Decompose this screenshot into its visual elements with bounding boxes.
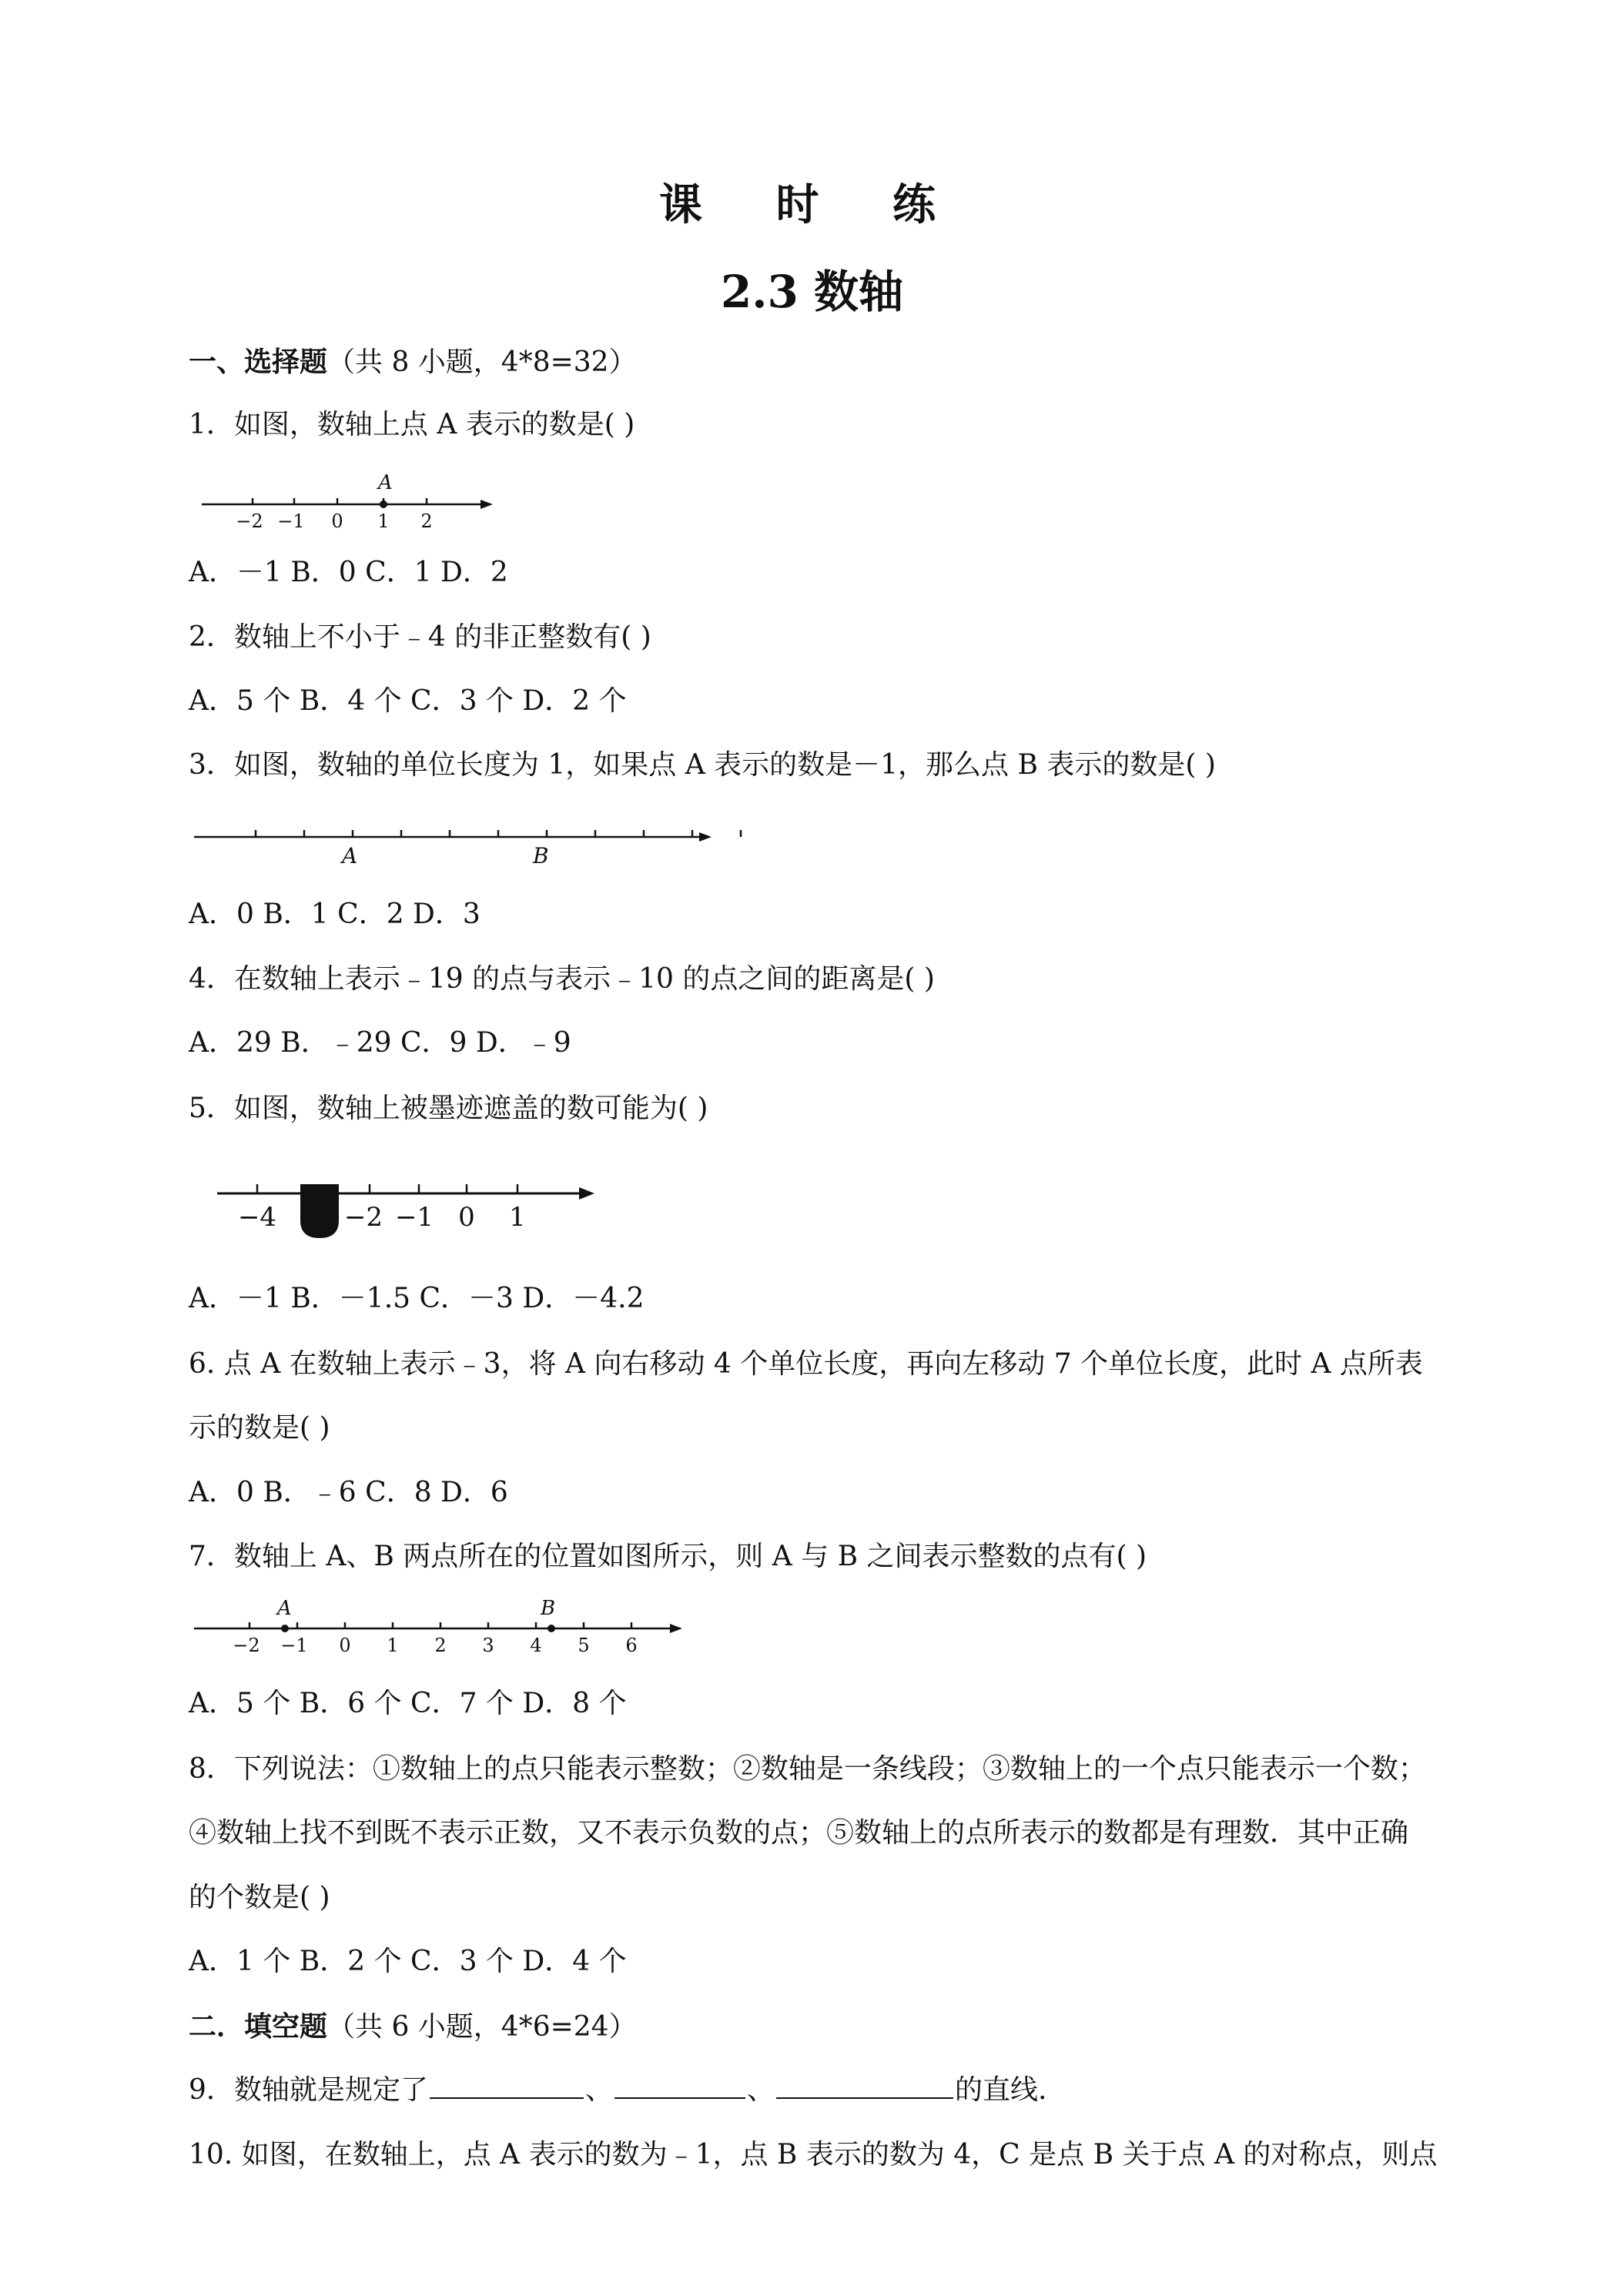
q5-tick-label: −4 [237,1202,277,1233]
q1-options: A．－1 B．0 C．1 D．2 [189,557,508,588]
q4-stem: 4．在数轴上表示﹣19 的点与表示﹣10 的点之间的距离是( ) [189,963,935,995]
q4-options: A．29 B．﹣29 C．9 D．﹣9 [189,1027,571,1059]
lesson-subtitle: 2.3 数轴 [720,266,904,318]
q10-stem: 10. 如图，在数轴上，点 A 表示的数为﹣1，点 B 表示的数为 4，C 是点 B 关于点 A 的对称点，则点 [189,2139,1438,2170]
q9-blank-1[interactable] [430,2074,584,2099]
q7-tick-label: 0 [339,1635,351,1656]
q1-point-a-label: A [378,471,393,494]
section-2-label: 二．填空题 [189,2010,328,2043]
q1-stem: 1．如图，数轴上点 A 表示的数是( ) [189,409,635,440]
q7-tick-label: 6 [625,1635,638,1656]
q3-number-line [194,820,718,874]
page-title: 课 时 练 [659,179,965,230]
q7-point-b [547,1625,555,1632]
q3-point-b-label: B [533,843,549,869]
section-2-note: （共 6 小题，4*6=24） [327,2011,637,2043]
q1-tick-label: −1 [277,510,305,532]
section-2-heading [189,2010,637,2044]
q1-tick-label: 0 [331,510,343,532]
section-1-heading [189,345,637,380]
q8-stem-line-3: 的个数是( ) [189,1882,330,1913]
q1-axis-arrow [481,500,493,509]
q9-sep-2: 、 [746,2074,775,2106]
q3-options: A．0 B．1 C．2 D．3 [189,899,481,930]
q1-point-a [380,500,387,508]
q7-axis-arrow [670,1624,682,1633]
q7-stem: 7．数轴上 A、B 两点所在的位置如图所示，则 A 与 B 之间表示整数的点有( ) [189,1541,1147,1572]
q7-number-line [194,1598,687,1659]
q5-tick-label: 1 [509,1202,526,1233]
q5-tick-label: 0 [458,1202,475,1233]
q3-stem: 3．如图，数轴的单位长度为 1，如果点 A 表示的数是－1，那么点 B 表示的数是( ) [189,749,1216,781]
q7-tick-label: −1 [280,1635,308,1656]
q7-tick-label: −2 [233,1635,260,1656]
q7-point-a-label: A [277,1597,292,1620]
section-1-note: （共 8 小题，4*8=32） [327,346,637,378]
q5-number-line [217,1170,602,1247]
q2-options: A．5 个 B．4 个 C．3 个 D．2 个 [189,685,627,717]
q5-ink-blot [300,1184,339,1238]
q1-number-line [202,466,494,535]
q5-tick-label: −1 [394,1202,434,1233]
q8-options: A．1 个 B．2 个 C．3 个 D．4 个 [189,1946,627,1977]
q2-stem: 2．数轴上不小于﹣4 的非正整数有( ) [189,621,651,653]
q1-tick-label: −2 [236,510,263,532]
q7-tick-label: 3 [482,1635,494,1656]
q9-suffix: 的直线. [954,2074,1047,2106]
q6-options: A．0 B．﹣6 C．8 D．6 [189,1477,508,1508]
q7-tick-label: 4 [530,1635,542,1656]
q3-point-a-label: A [342,843,358,869]
q7-point-a [281,1625,289,1632]
q5-options: A．－1 B．－1.5 C．－3 D．－4.2 [189,1283,645,1314]
q7-point-b-label: B [541,1597,556,1620]
q6-stem-line-1: 6. 点 A 在数轴上表示﹣3，将 A 向右移动 4 个单位长度，再向左移动 7 个单位长度，此时 A 点所表 [189,1348,1423,1380]
q5-tick-label: −2 [343,1202,383,1233]
q3-axis-arrow [699,832,712,842]
q8-stem-line-1: 8．下列说法：①数轴上的点只能表示整数；②数轴是一条线段；③数轴上的一个点只能表示一个数； [189,1753,1426,1785]
q7-tick-label: 5 [578,1635,590,1656]
q9-blank-3[interactable] [776,2074,953,2099]
q5-axis-arrow [579,1187,594,1200]
q7-tick-label: 1 [387,1635,399,1656]
q7-options: A．5 个 B．6 个 C．7 个 D．8 个 [189,1688,627,1719]
q8-stem-line-2: ④数轴上找不到既不表示正数，又不表示负数的点；⑤数轴上的点所表示的数都是有理数．其中正确 [189,1817,1409,1849]
q1-tick-label: 1 [377,510,390,532]
q5-stem: 5．如图，数轴上被墨迹遮盖的数可能为( ) [189,1093,708,1124]
q1-tick-label: 2 [420,510,433,532]
q7-tick-label: 2 [434,1635,447,1656]
q9-stem [189,2073,1046,2107]
q9-prefix: 9．数轴就是规定了 [189,2074,428,2106]
q6-stem-line-2: 示的数是( ) [189,1412,330,1444]
q9-blank-2[interactable] [614,2074,745,2099]
section-1-label: 一、选择题 [189,346,328,378]
q9-sep-1: 、 [584,2074,613,2106]
